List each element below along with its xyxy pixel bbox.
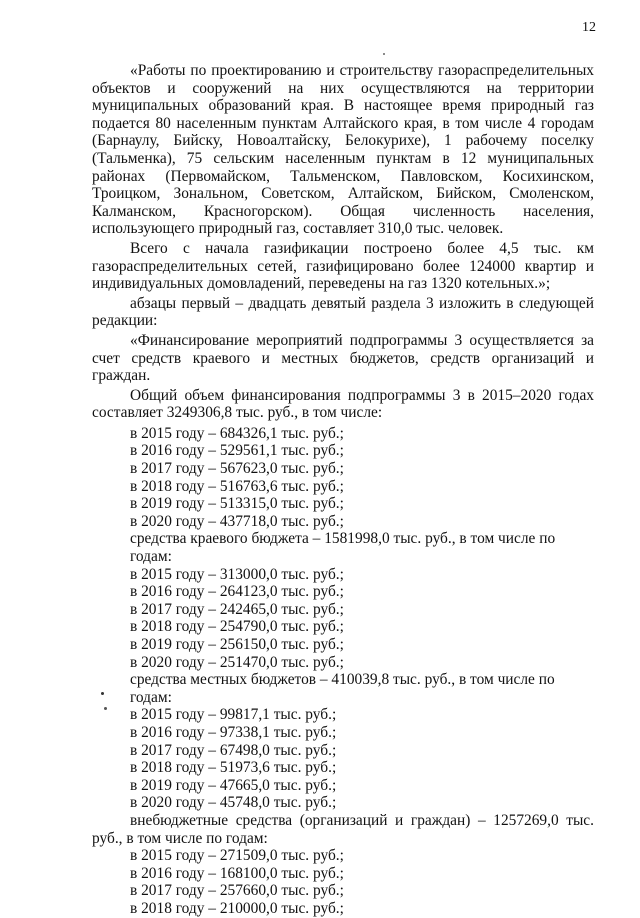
paragraph-financing-sources: «Финансирование мероприятий подпрограммы 3 осуществляется за счет средств краевого и местных бюджетов, средств организаций и граждан.: [92, 331, 594, 385]
page-number: 12: [582, 20, 596, 35]
list-item: в 2018 году – 516763,6 тыс. руб.;: [130, 477, 344, 495]
extrabudget-list: [92, 847, 594, 917]
list-item: в 2016 году – 97338,1 тыс. руб.;: [130, 723, 337, 741]
scan-speck: [383, 53, 385, 55]
local-budget-heading: средства местных бюджетов – 410039,8 тыс. руб., в том числе по годам:: [130, 671, 555, 706]
local-budget-list: [92, 706, 594, 812]
list-item: в 2015 году – 684326,1 тыс. руб.;: [130, 424, 344, 442]
list-item: в 2018 году – 51973,6 тыс. руб.;: [130, 759, 337, 777]
list-item: в 2019 году – 256150,0 тыс. руб.;: [130, 636, 344, 653]
paragraph-gas-network-intro: «Работы по проектированию и строительству газораспределительных объектов и сооружений на них осуществляются на территории муниципальных образований края. В настоящее время природный газ подается 80 населенным пунктам Алтайского края, в том числе 4 городам (Барнаулу, Бийску, Новоалтайску, Белокурихе), 1 рабочему поселку (Тальменка), 75 сельским населенным пунктам в 12 муниципальных районах (Первомайском, Тальменском, Павловском, Косихинском, Троицком, Зональном, Советском, Алтайском, Бийском, Смоленском, Калманском, Красногорском). Общая численность населения, использующего природный газ, составляет 310,0 тыс. человек.: [92, 62, 594, 238]
total-by-year-list: [92, 425, 594, 531]
list-item: в 2016 году – 529561,1 тыс. руб.;: [130, 442, 344, 460]
list-item: в 2017 году – 242465,0 тыс. руб.;: [130, 600, 344, 618]
list-item: в 2020 году – 437718,0 тыс. руб.;: [130, 512, 344, 530]
list-item: в 2018 году – 210000,0 тыс. руб.;: [130, 899, 344, 917]
list-item: в 2015 году – 313000,0 тыс. руб.;: [130, 565, 344, 583]
list-item: в 2017 году – 67498,0 тыс. руб.;: [130, 741, 337, 759]
list-item: в 2018 году – 254790,0 тыс. руб.;: [130, 618, 344, 636]
list-item: в 2016 году – 168100,0 тыс. руб.;: [130, 864, 344, 882]
list-item: в 2015 году – 99817,1 тыс. руб.;: [130, 706, 337, 724]
list-item: в 2016 году – 264123,0 тыс. руб.;: [130, 583, 344, 601]
regional-budget-list: [92, 566, 594, 672]
paragraph-total-financing: Общий объем финансирования подпрограммы 3 в 2015–2020 годах составляет 3249306,8 тыс. руб., в том числе:: [92, 386, 594, 422]
list-item: в 2015 году – 271509,0 тыс. руб.;: [130, 847, 344, 865]
document-body: [92, 62, 594, 918]
list-item: в 2019 году – 513315,0 тыс. руб.;: [130, 495, 344, 513]
list-item: в 2017 году – 567623,0 тыс. руб.;: [130, 460, 344, 478]
list-item: в 2020 году – 45748,0 тыс. руб.;: [130, 794, 337, 812]
list-item: в 2020 году – 251470,0 тыс. руб.;: [130, 653, 344, 671]
paragraph-gasification-totals: Всего с начала газификации построено более 4,5 тыс. км газораспределительных сетей, газифицировано более 124000 квартир и индивидуальных домовладений, переведены на газ 1320 котельных.»;: [92, 239, 594, 293]
extrabudget-heading: внебюджетные средства (организаций и граждан) – 1257269,0 тыс. руб., в том числе по годам:: [92, 811, 594, 847]
paragraph-amendment-instruction: абзацы первый – двадцать девятый раздела 3 изложить в следующей редакции:: [92, 294, 594, 330]
list-item: в 2017 году – 257660,0 тыс. руб.;: [130, 882, 344, 900]
list-item: в 2019 году – 47665,0 тыс. руб.;: [130, 776, 337, 794]
regional-budget-heading: средства краевого бюджета – 1581998,0 тыс. руб., в том числе по годам:: [130, 530, 556, 566]
